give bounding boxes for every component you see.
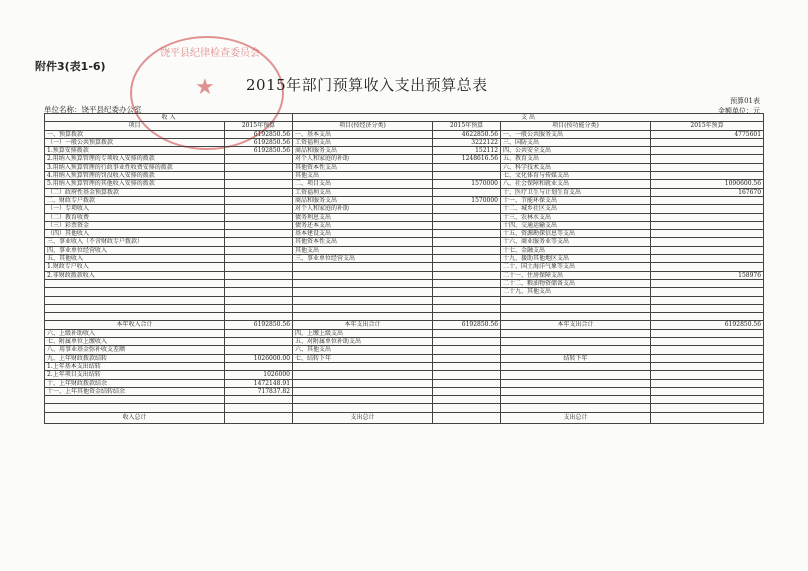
table-cell: 七、文化体育与传媒支出: [501, 172, 651, 180]
table-cell: [433, 362, 501, 370]
table-cell: [293, 371, 433, 379]
table-cell: [225, 304, 293, 312]
table-cell: [501, 371, 651, 379]
expense2-total-label: 本年支出合计: [501, 321, 651, 329]
table-cell: 其他支出: [293, 246, 433, 254]
table-row: [45, 205, 764, 213]
col-econ-item: 项目(按经济分类): [293, 122, 433, 130]
table-row: [45, 246, 764, 254]
table-cell: （三）彩票资金: [45, 221, 225, 229]
table-cell: 三、事业单位经营支出: [293, 255, 433, 263]
table-cell: [651, 404, 764, 412]
table-cell: 对个人和家庭的补助: [293, 205, 433, 213]
seal-star-icon: ★: [195, 75, 215, 100]
table-cell: [225, 329, 293, 337]
table-row: [45, 221, 764, 229]
table-row: [45, 180, 764, 188]
table-cell: [225, 246, 293, 254]
table-cell: [651, 221, 764, 229]
table-cell: [433, 255, 501, 263]
table-cell: [45, 288, 225, 296]
table-cell: 6192850.56: [225, 138, 293, 146]
table-cell: [293, 379, 433, 387]
table-cell: 717837.82: [225, 387, 293, 395]
table-cell: 4.用纳入预算管理的罚没收入安排的拨款: [45, 172, 225, 180]
expense-grand-total: 支出总计: [293, 412, 433, 423]
table-cell: [651, 362, 764, 370]
expense-total-value: 6192850.56: [433, 321, 501, 329]
table-cell: 十四、交通运输支出: [501, 221, 651, 229]
table-cell: [225, 346, 293, 354]
table-cell: 1.预算安排拨款: [45, 147, 225, 155]
table-cell: 十二、城乡社区支出: [501, 205, 651, 213]
table-cell: [225, 338, 293, 346]
table-cell: [225, 288, 293, 296]
table-cell: （二）教育收费: [45, 213, 225, 221]
table-cell: [651, 147, 764, 155]
table-cell: [433, 263, 501, 271]
col-item: 项目: [45, 122, 225, 130]
table-cell: 二十一、住房保障支出: [501, 271, 651, 279]
table-cell: [501, 313, 651, 321]
table-cell: 四、事业单位经营收入: [45, 246, 225, 254]
table-cell: [225, 188, 293, 196]
budget-table: [44, 113, 763, 424]
table-cell: [651, 230, 764, 238]
table-cell: [651, 279, 764, 287]
table-row: [45, 362, 764, 370]
table-cell: [225, 279, 293, 287]
income-grand-total: 收入总计: [45, 412, 225, 423]
table-cell: 十九、援助其他地区支出: [501, 255, 651, 263]
income-total-value: 6192850.56: [225, 321, 293, 329]
table-cell: 十一、上年其他资金结转结余: [45, 387, 225, 395]
table-cell: 4622850.56: [433, 130, 501, 138]
table-row: [45, 130, 764, 138]
table-row: [45, 404, 764, 412]
table-cell: [293, 279, 433, 287]
table-cell: 2.上年项目支出结转: [45, 371, 225, 379]
table-cell: [433, 396, 501, 404]
table-cell: [501, 379, 651, 387]
table-cell: 1026000.00: [225, 354, 293, 362]
table-row: [45, 296, 764, 304]
table-cell: 二、财政专户拨款: [45, 196, 225, 204]
table-cell: [225, 263, 293, 271]
table-cell: 一、预算拨款: [45, 130, 225, 138]
table-cell: 九、上年财政拨款结转: [45, 354, 225, 362]
table-cell: 四、公共安全支出: [501, 147, 651, 155]
table-cell: 1090600.56: [651, 180, 764, 188]
table-cell: [651, 354, 764, 362]
table-cell: 债务还本支出: [293, 221, 433, 229]
table-row: [45, 396, 764, 404]
table-cell: [45, 313, 225, 321]
table-row: [45, 371, 764, 379]
table-cell: 十三、农林水支出: [501, 213, 651, 221]
table-cell: 四、上缴上级支出: [293, 329, 433, 337]
table-cell: [45, 296, 225, 304]
table-cell: 二十二、粮油物资储备支出: [501, 279, 651, 287]
expense-header: 支 出: [293, 114, 764, 122]
table-row: [45, 188, 764, 196]
table-cell: [651, 296, 764, 304]
table-cell: [225, 172, 293, 180]
table-cell: [651, 338, 764, 346]
table-cell: [433, 371, 501, 379]
table-cell: 五、对附属单位补助支出: [293, 338, 433, 346]
table-cell: [433, 338, 501, 346]
table-row: [45, 255, 764, 263]
table-cell: [651, 379, 764, 387]
table-cell: （四）其他收入: [45, 230, 225, 238]
table-cell: [501, 338, 651, 346]
table-cell: [293, 404, 433, 412]
table-cell: 十、医疗卫生与计划生育支出: [501, 188, 651, 196]
table-cell: 六、上级补助收入: [45, 329, 225, 337]
table-cell: [293, 263, 433, 271]
table-cell: 1472148.91: [225, 379, 293, 387]
table-cell: [433, 188, 501, 196]
table-cell: 六、其他支出: [293, 346, 433, 354]
table-row: [45, 163, 764, 171]
table-cell: 167670: [651, 188, 764, 196]
table-cell: [501, 404, 651, 412]
table-cell: [45, 396, 225, 404]
table-cell: 十一、节能环保支出: [501, 196, 651, 204]
table-cell: [651, 387, 764, 395]
table-cell: [651, 172, 764, 180]
form-number: 预算01表: [730, 97, 760, 105]
attachment-label: 附件3(表1-6): [35, 60, 106, 73]
table-cell: [501, 329, 651, 337]
table-row: [45, 271, 764, 279]
table-cell: [651, 155, 764, 163]
table-cell: [501, 296, 651, 304]
table-cell: [225, 230, 293, 238]
table-cell: （二）政府性基金预算拨款: [45, 188, 225, 196]
table-cell: 十五、资源勘探信息等支出: [501, 230, 651, 238]
table-cell: [225, 313, 293, 321]
table-cell: [433, 404, 501, 412]
table-row: [45, 138, 764, 146]
col-budget: 2015年预算: [225, 122, 293, 130]
col-budget: 2015年预算: [651, 122, 764, 130]
table-cell: 十、上年财政拨款结余: [45, 379, 225, 387]
table-cell: [651, 246, 764, 254]
page-title: 2015年部门预算收入支出预算总表: [246, 76, 488, 94]
totals-row: [45, 321, 764, 329]
table-cell: [225, 271, 293, 279]
table-cell: 八、用事业基金弥补收支差额: [45, 346, 225, 354]
table-row: [45, 354, 764, 362]
table-cell: [293, 296, 433, 304]
table-cell: [225, 255, 293, 263]
table-cell: 2.用纳入预算管理的专项收入安排的拨款: [45, 155, 225, 163]
table-cell: 三、事业收入（不含财政专户拨款）: [45, 238, 225, 246]
table-cell: [293, 271, 433, 279]
table-cell: [293, 313, 433, 321]
table-cell: 七、附属单位上缴收入: [45, 338, 225, 346]
table-cell: [225, 404, 293, 412]
table-cell: 商品和服务支出: [293, 147, 433, 155]
table-row: [45, 338, 764, 346]
table-cell: 债务利息支出: [293, 213, 433, 221]
table-cell: [651, 255, 764, 263]
table-cell: [225, 296, 293, 304]
table-cell: [433, 329, 501, 337]
table-cell: 1.财政专户收入: [45, 263, 225, 271]
table-cell: [225, 196, 293, 204]
table-cell: 158976: [651, 271, 764, 279]
table-cell: 其他资本性支出: [293, 238, 433, 246]
table-cell: [433, 172, 501, 180]
table-cell: [433, 271, 501, 279]
table-cell: [45, 304, 225, 312]
table-cell: [225, 362, 293, 370]
table-cell: [225, 238, 293, 246]
table-cell: [433, 221, 501, 229]
table-cell: [501, 304, 651, 312]
table-cell: [433, 296, 501, 304]
table-cell: [433, 313, 501, 321]
table-cell: [651, 371, 764, 379]
table-cell: [651, 346, 764, 354]
table-cell: [651, 213, 764, 221]
table-cell: [501, 396, 651, 404]
table-row: [45, 304, 764, 312]
table-cell: 十七、金融支出: [501, 246, 651, 254]
grand-total-row: [45, 412, 764, 423]
table-cell: 1570000: [433, 180, 501, 188]
table-cell: 2.非财政拨款收入: [45, 271, 225, 279]
table-row: [45, 147, 764, 155]
table-cell: [225, 155, 293, 163]
table-cell: 十六、商业服务业等支出: [501, 238, 651, 246]
table-cell: [433, 230, 501, 238]
table-cell: [501, 387, 651, 395]
table-cell: [225, 205, 293, 213]
table-cell: [433, 379, 501, 387]
table-cell: 二、项目支出: [293, 180, 433, 188]
table-cell: 六、科学技术支出: [501, 163, 651, 171]
income-total-label: 本年收入合计: [45, 321, 225, 329]
table-row: [45, 238, 764, 246]
table-cell: [651, 329, 764, 337]
table-cell: 二十、国土海洋气象等支出: [501, 263, 651, 271]
table-cell: [433, 213, 501, 221]
table-row: [45, 288, 764, 296]
table-cell: [651, 304, 764, 312]
table-cell: [293, 304, 433, 312]
table-cell: 八、社会保障和就业支出: [501, 180, 651, 188]
table-cell: [293, 387, 433, 395]
table-row: [45, 155, 764, 163]
table-row: [45, 279, 764, 287]
table-cell: 工资福利支出: [293, 138, 433, 146]
table-cell: （一）一般公共预算拨款: [45, 138, 225, 146]
table-cell: [433, 279, 501, 287]
table-row: [45, 379, 764, 387]
table-cell: [651, 196, 764, 204]
table-cell: 对个人和家庭的补助: [293, 155, 433, 163]
expense2-total-value: 6192850.56: [651, 321, 764, 329]
expense2-grand-total: 支出总计: [501, 412, 651, 423]
table-cell: [433, 304, 501, 312]
table-cell: （一）专项收入: [45, 205, 225, 213]
table-cell: [651, 205, 764, 213]
table-cell: 5.用纳入预算管理的其他收入安排的拨款: [45, 180, 225, 188]
table-cell: [433, 288, 501, 296]
table-cell: 商品和服务支出: [293, 196, 433, 204]
unit-name: 单位名称：饶平县纪委办公室: [44, 105, 142, 114]
table-cell: 4775601: [651, 130, 764, 138]
table-cell: [293, 396, 433, 404]
table-cell: 1.上年基本支出结转: [45, 362, 225, 370]
table-cell: [651, 263, 764, 271]
table-cell: [293, 288, 433, 296]
expense-total-label: 本年支出合计: [293, 321, 433, 329]
table-cell: 基本建设支出: [293, 230, 433, 238]
table-cell: [45, 279, 225, 287]
table-cell: [433, 354, 501, 362]
table-cell: 其他支出: [293, 172, 433, 180]
table-cell: [225, 213, 293, 221]
table-cell: 五、教育支出: [501, 155, 651, 163]
table-row: [45, 230, 764, 238]
table-cell: 3.用纳入预算管理的行政事业性收费安排的拨款: [45, 163, 225, 171]
table-cell: 152112: [433, 147, 501, 155]
table-cell: 3222122: [433, 138, 501, 146]
table-row: [45, 329, 764, 337]
table-row: [45, 387, 764, 395]
seal-text: 饶平县纪律检查委员会: [160, 48, 260, 59]
table-cell: [501, 346, 651, 354]
table-cell: 1570000: [433, 196, 501, 204]
table-cell: 一、一般公共服务支出: [501, 130, 651, 138]
table-cell: [293, 362, 433, 370]
table-cell: [225, 163, 293, 171]
table-row: [45, 172, 764, 180]
table-row: [45, 196, 764, 204]
table-row: [45, 263, 764, 271]
table-cell: 6192850.56: [225, 147, 293, 155]
col-budget: 2015年预算: [433, 122, 501, 130]
table-cell: 二十九、其他支出: [501, 288, 651, 296]
table-cell: [651, 163, 764, 171]
table-cell: 一、基本支出: [293, 130, 433, 138]
table-cell: [651, 313, 764, 321]
table-cell: [433, 238, 501, 246]
income-header: 收 入: [45, 114, 293, 122]
table-cell: [433, 205, 501, 213]
amount-unit: 金额单位：元: [718, 107, 760, 115]
table-cell: [651, 138, 764, 146]
table-cell: [433, 346, 501, 354]
table-row: [45, 313, 764, 321]
table-cell: [433, 387, 501, 395]
table-cell: 工资福利支出: [293, 188, 433, 196]
table-cell: [433, 246, 501, 254]
table-row: [45, 213, 764, 221]
table-cell: [651, 238, 764, 246]
table-cell: 1248616.56: [433, 155, 501, 163]
table-cell: [433, 163, 501, 171]
table-cell: 1026000: [225, 371, 293, 379]
table-cell: 七、结转下年: [293, 354, 433, 362]
table-cell: 结转下年: [501, 354, 651, 362]
table-cell: [651, 288, 764, 296]
table-cell: [225, 221, 293, 229]
table-cell: 三、国防支出: [501, 138, 651, 146]
table-row: [45, 346, 764, 354]
table-cell: [225, 180, 293, 188]
table-cell: [225, 396, 293, 404]
table-cell: [651, 396, 764, 404]
table-cell: 6192850.56: [225, 130, 293, 138]
col-func-item: 项目(按功能分类): [501, 122, 651, 130]
table-cell: [45, 404, 225, 412]
table-cell: 五、其他收入: [45, 255, 225, 263]
table-cell: [501, 362, 651, 370]
table-cell: 其他资本性支出: [293, 163, 433, 171]
